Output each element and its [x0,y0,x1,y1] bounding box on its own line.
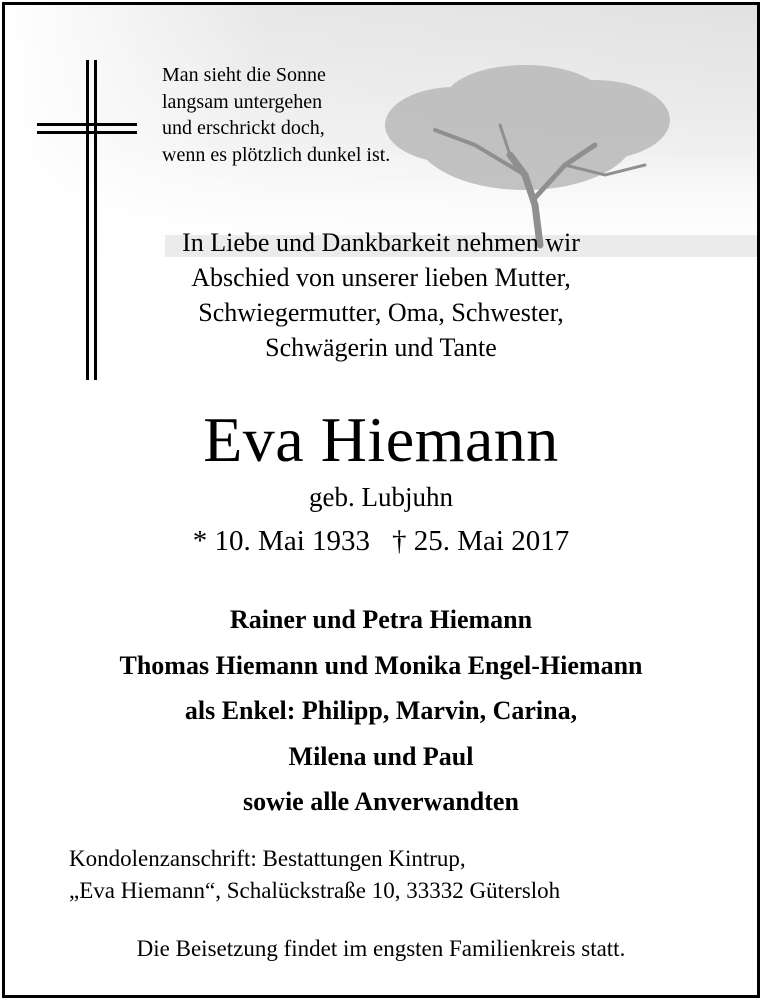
obituary-notice [2,2,760,998]
poem-line: wenn es plötzlich dunkel ist. [162,143,391,166]
life-dates [5,523,757,559]
intro-line: In Liebe und Dankbarkeit nehmen wir [182,228,580,257]
condolence-address [69,843,560,907]
intro-line: Schwägerin und Tante [265,333,497,362]
poem-verse [162,62,390,168]
mourner-line: Rainer und Petra Hiemann [229,605,533,634]
birth-date: * 10. Mai 1933 [192,525,370,557]
intro-text [5,225,757,365]
mourner-line: als Enkel: Philipp, Marvin, Carina, [184,696,578,725]
death-date: † 25. Mai 2017 [392,525,570,557]
condolence-line: Kondolenzanschrift: Bestattungen Kintrup, [69,846,466,871]
mourners-list [5,597,757,825]
intro-line: Schwiegermutter, Oma, Schwester, [198,298,564,327]
poem-line: und erschrickt doch, [162,117,325,139]
poem-line: langsam untergehen [162,90,323,113]
mourner-line: sowie alle Anverwandten [243,787,519,816]
condolence-line: „Eva Hiemann“, Schalückstraße 10, 33332 Gütersloh [69,878,561,903]
deceased-name: Eva Hiemann [203,404,559,475]
funeral-note: Die Beisetzung findet im engsten Familienkreis statt. [136,936,626,961]
mourner-line: Thomas Hiemann und Monika Engel-Hiemann [119,650,643,680]
mourner-line: Milena und Paul [288,741,474,771]
maiden-name: geb. Lubjuhn [309,482,453,512]
intro-line: Abschied von unserer lieben Mutter, [191,263,571,292]
poem-line: Man sieht die Sonne [162,64,326,86]
